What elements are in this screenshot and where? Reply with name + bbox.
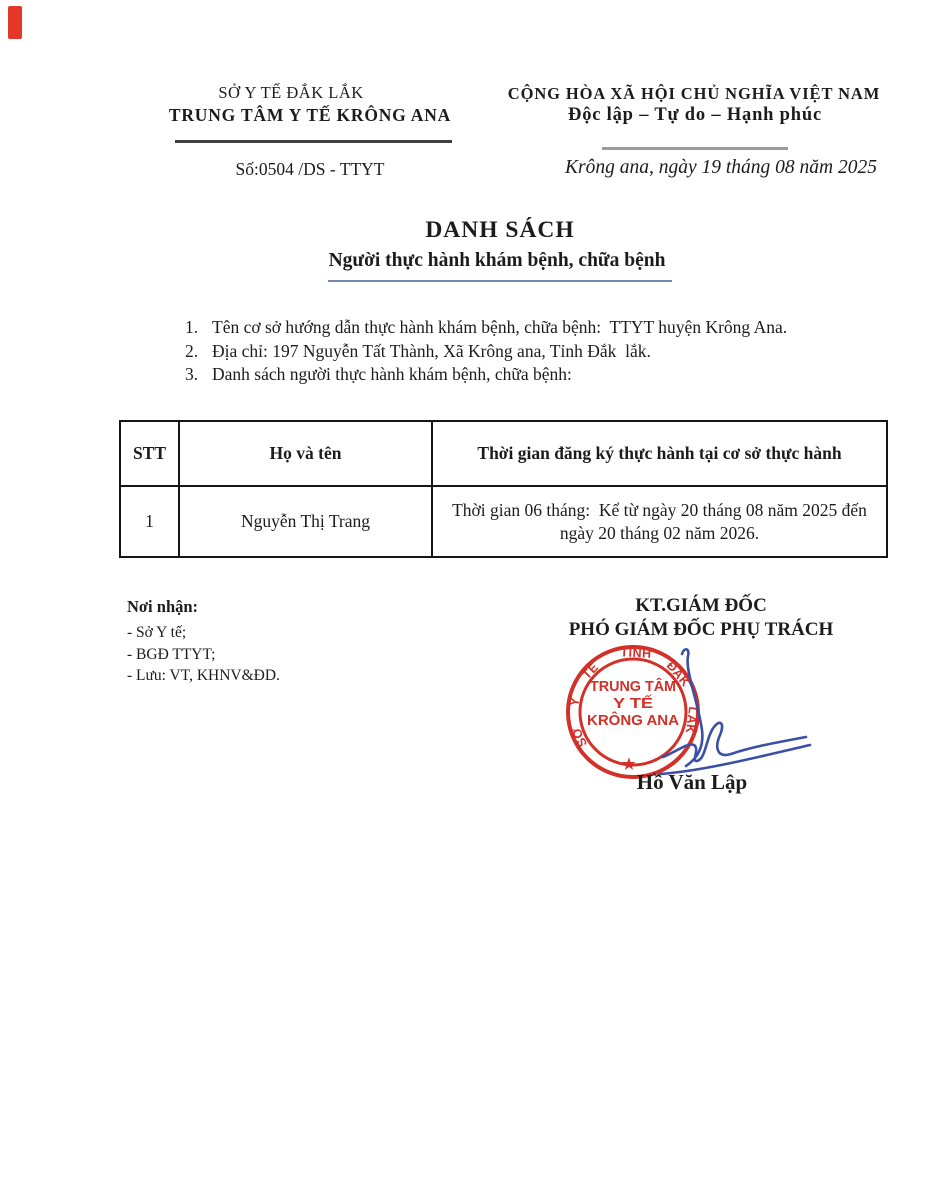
national-motto-line2: Độc lập – Tự do – Hạnh phúc: [568, 105, 822, 125]
recipients-block: [127, 597, 280, 687]
stamp-ring-text: LẮK: [682, 705, 701, 735]
intro-list: [185, 316, 877, 387]
list-item: [185, 340, 877, 364]
list-item-text: Địa chỉ: 197 Nguyễn Tất Thành, Xã Krông ana, Tỉnh Đắk lắk.: [212, 340, 651, 361]
column-header-duration: Thời gian đăng ký thực hành tại cơ sở thực hành: [432, 421, 887, 486]
motto-underline: [602, 147, 788, 150]
list-item: [185, 316, 877, 340]
recipients-title: Nơi nhận:: [127, 597, 199, 616]
column-header-stt: STT: [120, 421, 179, 486]
stamp-center-line2: Y TẾ: [613, 696, 645, 712]
list-item-number: 2.: [185, 340, 199, 361]
place-date-line: Krông ana, ngày 19 tháng 08 năm 2025: [565, 157, 877, 178]
table-header-row: [120, 421, 887, 486]
issuing-org: TRUNG TÂM Y TẾ KRÔNG ANA: [168, 105, 452, 125]
list-item-text: Tên cơ sở hướng dẫn thực hành khám bệnh, chữa bệnh: TTYT huyện Krông Ana.: [212, 317, 788, 337]
signer-title-line1: KT.GIÁM ĐỐC: [635, 595, 767, 616]
handwritten-signature: [598, 640, 818, 780]
recipient-item: - BGĐ TTYT;: [127, 645, 216, 663]
stamp-ring-text: TẾ: [579, 660, 602, 682]
list-item-text: Danh sách người thực hành khám bệnh, chữa bệnh:: [212, 364, 572, 384]
list-item-number: 3.: [185, 364, 199, 384]
document-number: Số:0504 /DS - TTYT: [235, 159, 385, 179]
list-item: [185, 363, 877, 387]
stamp-center-line1: TRUNG TÂM: [590, 679, 677, 695]
cell-name: Nguyễn Thị Trang: [179, 486, 432, 557]
stamp-ring-text: Y: [567, 696, 583, 708]
list-item-number: 1.: [185, 317, 199, 337]
org-underline: [175, 140, 452, 143]
subtitle-underline: [328, 280, 672, 282]
stamp-ring-text: ĐẮK: [663, 658, 693, 690]
signature-stroke: [663, 723, 806, 761]
stamp-ring-text: TỈNH: [620, 645, 653, 661]
document-subtitle: Người thực hành khám bệnh, chữa bệnh: [328, 250, 666, 271]
signature-stroke: [682, 649, 702, 766]
issuing-parent-org: SỞ Y TẾ ĐẮK LẮK: [218, 83, 364, 102]
recipient-item: - Lưu: VT, KHNV&ĐD.: [127, 667, 280, 684]
cell-duration: Thời gian 06 tháng: Kể từ ngày 20 tháng 08 năm 2025 đến ngày 20 tháng 02 năm 2026.: [432, 486, 887, 557]
recipient-item: - Sở Y tế;: [127, 624, 187, 641]
cell-stt: 1: [120, 486, 179, 557]
stamp-star-icon: ★: [622, 756, 636, 773]
practitioners-table: [119, 420, 888, 558]
stamp-ring-text: SỞ: [568, 724, 591, 749]
table-row: [120, 486, 887, 557]
signer-name: Hồ Văn Lập: [636, 770, 748, 794]
document-title: DANH SÁCH: [425, 217, 575, 243]
column-header-name: Họ và tên: [179, 421, 432, 486]
stamp-center-line3: KRÔNG ANA: [587, 713, 676, 729]
signer-title-line2: PHÓ GIÁM ĐỐC PHỤ TRÁCH: [568, 619, 834, 640]
national-motto-line1: CỘNG HÒA XÃ HỘI CHỦ NGHĨA VIỆT NAM: [507, 84, 881, 103]
corner-red-mark: [8, 6, 22, 39]
